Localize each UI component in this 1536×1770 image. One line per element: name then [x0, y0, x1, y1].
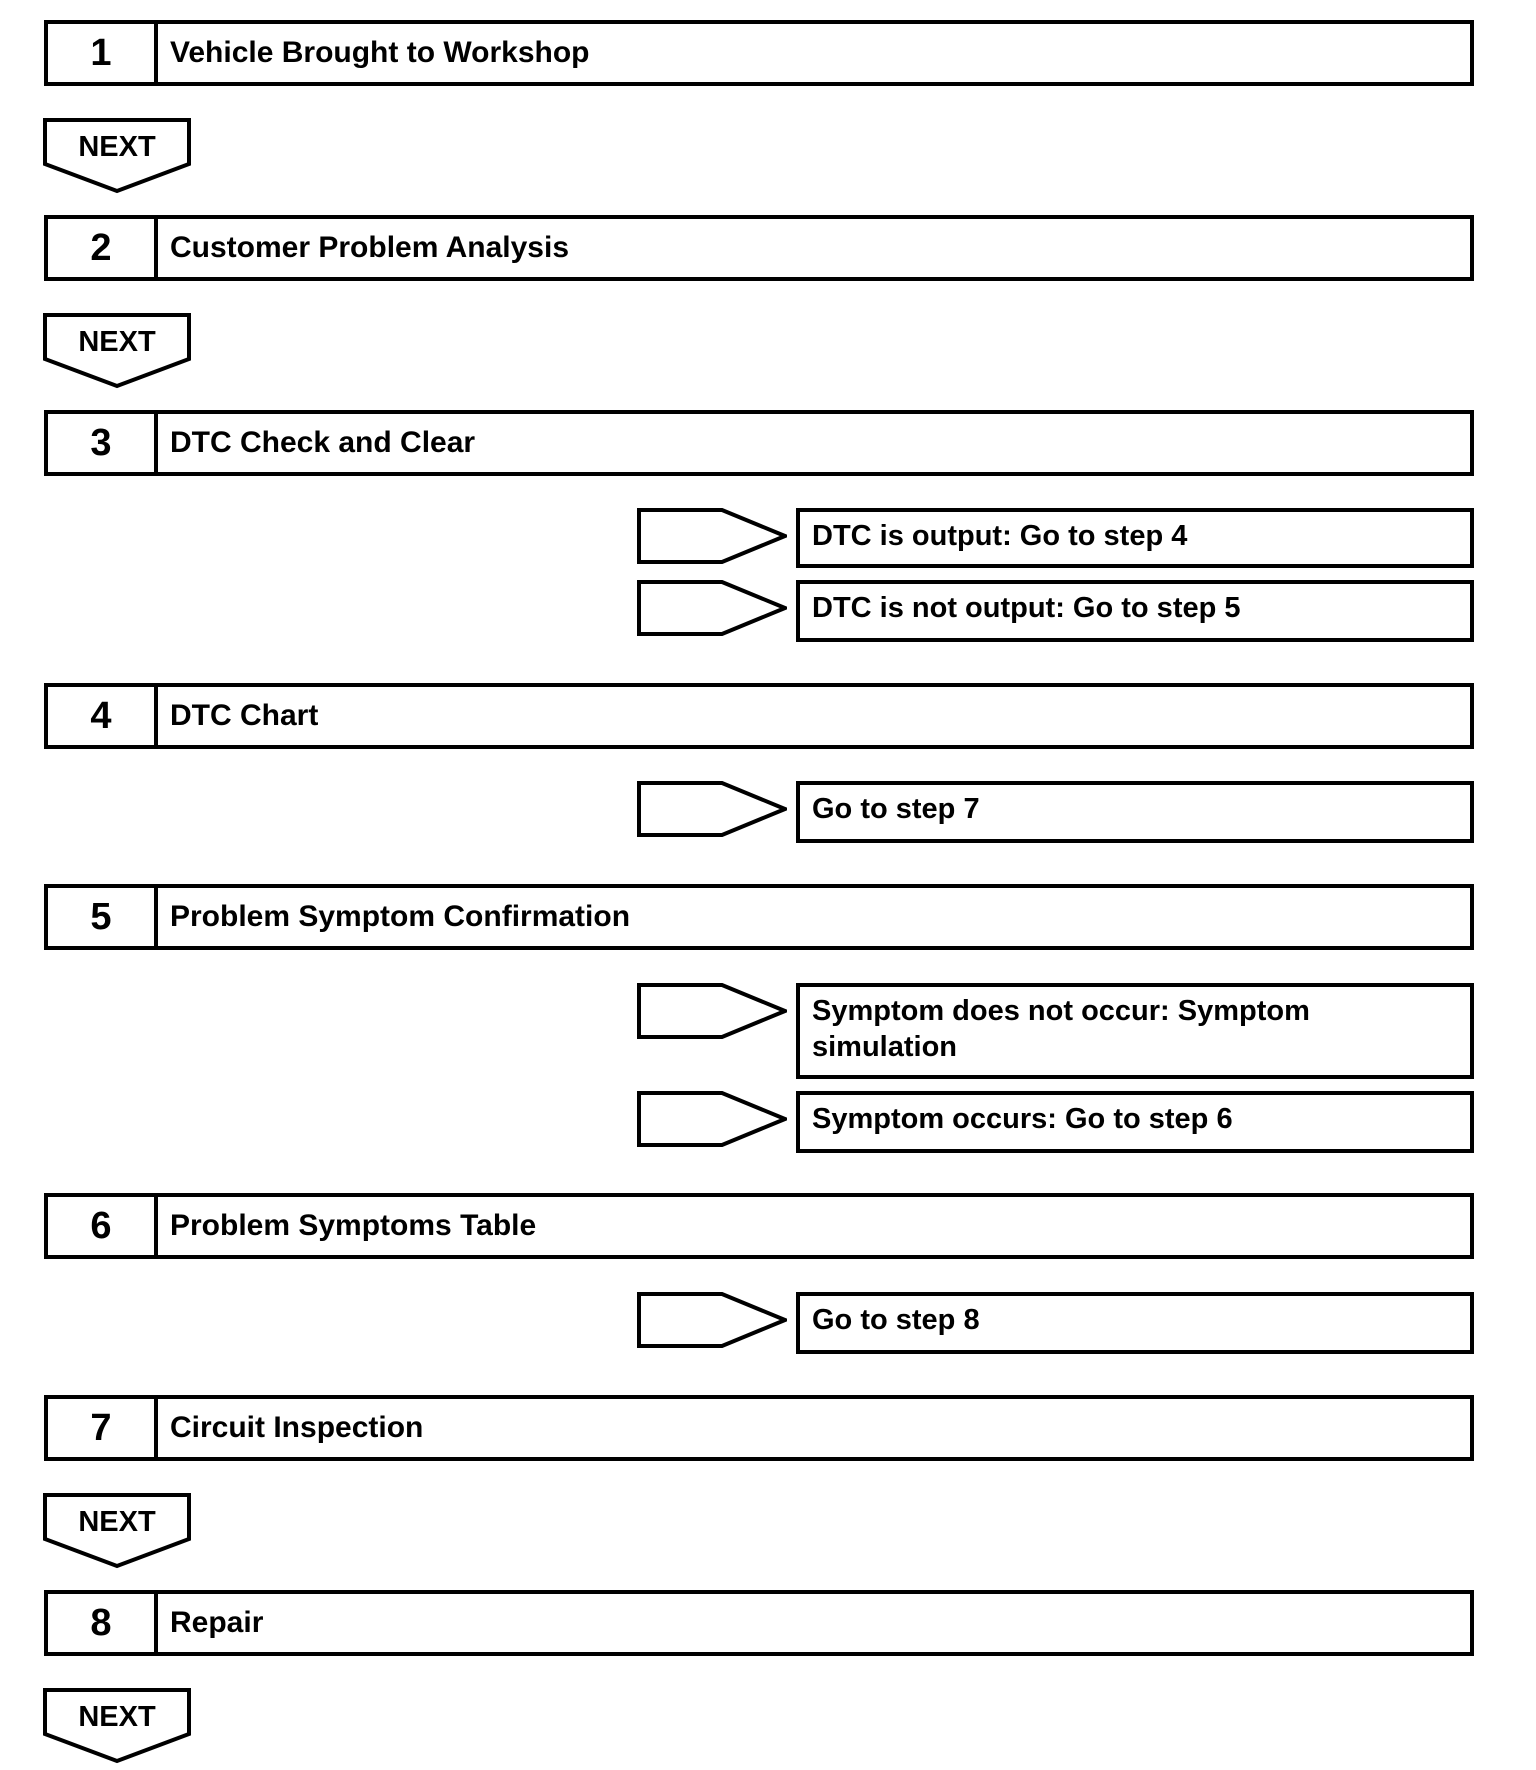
next-label: NEXT	[78, 326, 156, 358]
next-arrow-2	[43, 313, 191, 389]
step-8-box	[44, 1590, 1474, 1656]
step-title: DTC Check and Clear	[170, 426, 476, 459]
step-title: Problem Symptoms Table	[170, 1209, 537, 1242]
step-4-box	[44, 683, 1474, 749]
branch-arrow-icon	[637, 579, 787, 637]
branch-arrow-icon	[637, 780, 787, 838]
branch-arrow-icon	[637, 1090, 787, 1148]
step-number: 7	[48, 1399, 158, 1457]
step-number: 1	[48, 24, 158, 82]
branch-arrow-icon	[637, 507, 787, 565]
result-step4-goto7: Go to step 7	[796, 781, 1474, 843]
next-arrow-8	[43, 1688, 191, 1764]
step-5-box	[44, 884, 1474, 950]
step-title: Vehicle Brought to Workshop	[170, 36, 590, 69]
result-step6-goto8: Go to step 8	[796, 1292, 1474, 1354]
next-arrow-7	[43, 1493, 191, 1569]
branch-arrow-icon	[637, 1291, 787, 1349]
step-title: Circuit Inspection	[170, 1411, 424, 1444]
step-7-box	[44, 1395, 1474, 1461]
next-label: NEXT	[78, 1701, 156, 1733]
step-number: 4	[48, 687, 158, 745]
result-step5-no-symptom: Symptom does not occur: Symptom simulation	[796, 983, 1474, 1079]
next-label: NEXT	[78, 1506, 156, 1538]
step-number: 8	[48, 1594, 158, 1652]
result-step3-dtc-output: DTC is output: Go to step 4	[796, 508, 1474, 568]
step-number: 6	[48, 1197, 158, 1255]
step-6-box	[44, 1193, 1474, 1259]
step-title: Customer Problem Analysis	[170, 231, 570, 264]
step-number: 5	[48, 888, 158, 946]
next-label: NEXT	[78, 131, 156, 163]
step-title: Repair	[170, 1606, 264, 1639]
step-3-box	[44, 410, 1474, 476]
step-number: 3	[48, 414, 158, 472]
step-title: Problem Symptom Confirmation	[170, 900, 631, 933]
next-arrow-1	[43, 118, 191, 194]
step-1-box	[44, 20, 1474, 86]
branch-arrow-icon	[637, 982, 787, 1040]
result-step5-symptom-occurs: Symptom occurs: Go to step 6	[796, 1091, 1474, 1153]
result-step3-dtc-not-output: DTC is not output: Go to step 5	[796, 580, 1474, 642]
step-number: 2	[48, 219, 158, 277]
step-2-box	[44, 215, 1474, 281]
step-title: DTC Chart	[170, 699, 319, 732]
